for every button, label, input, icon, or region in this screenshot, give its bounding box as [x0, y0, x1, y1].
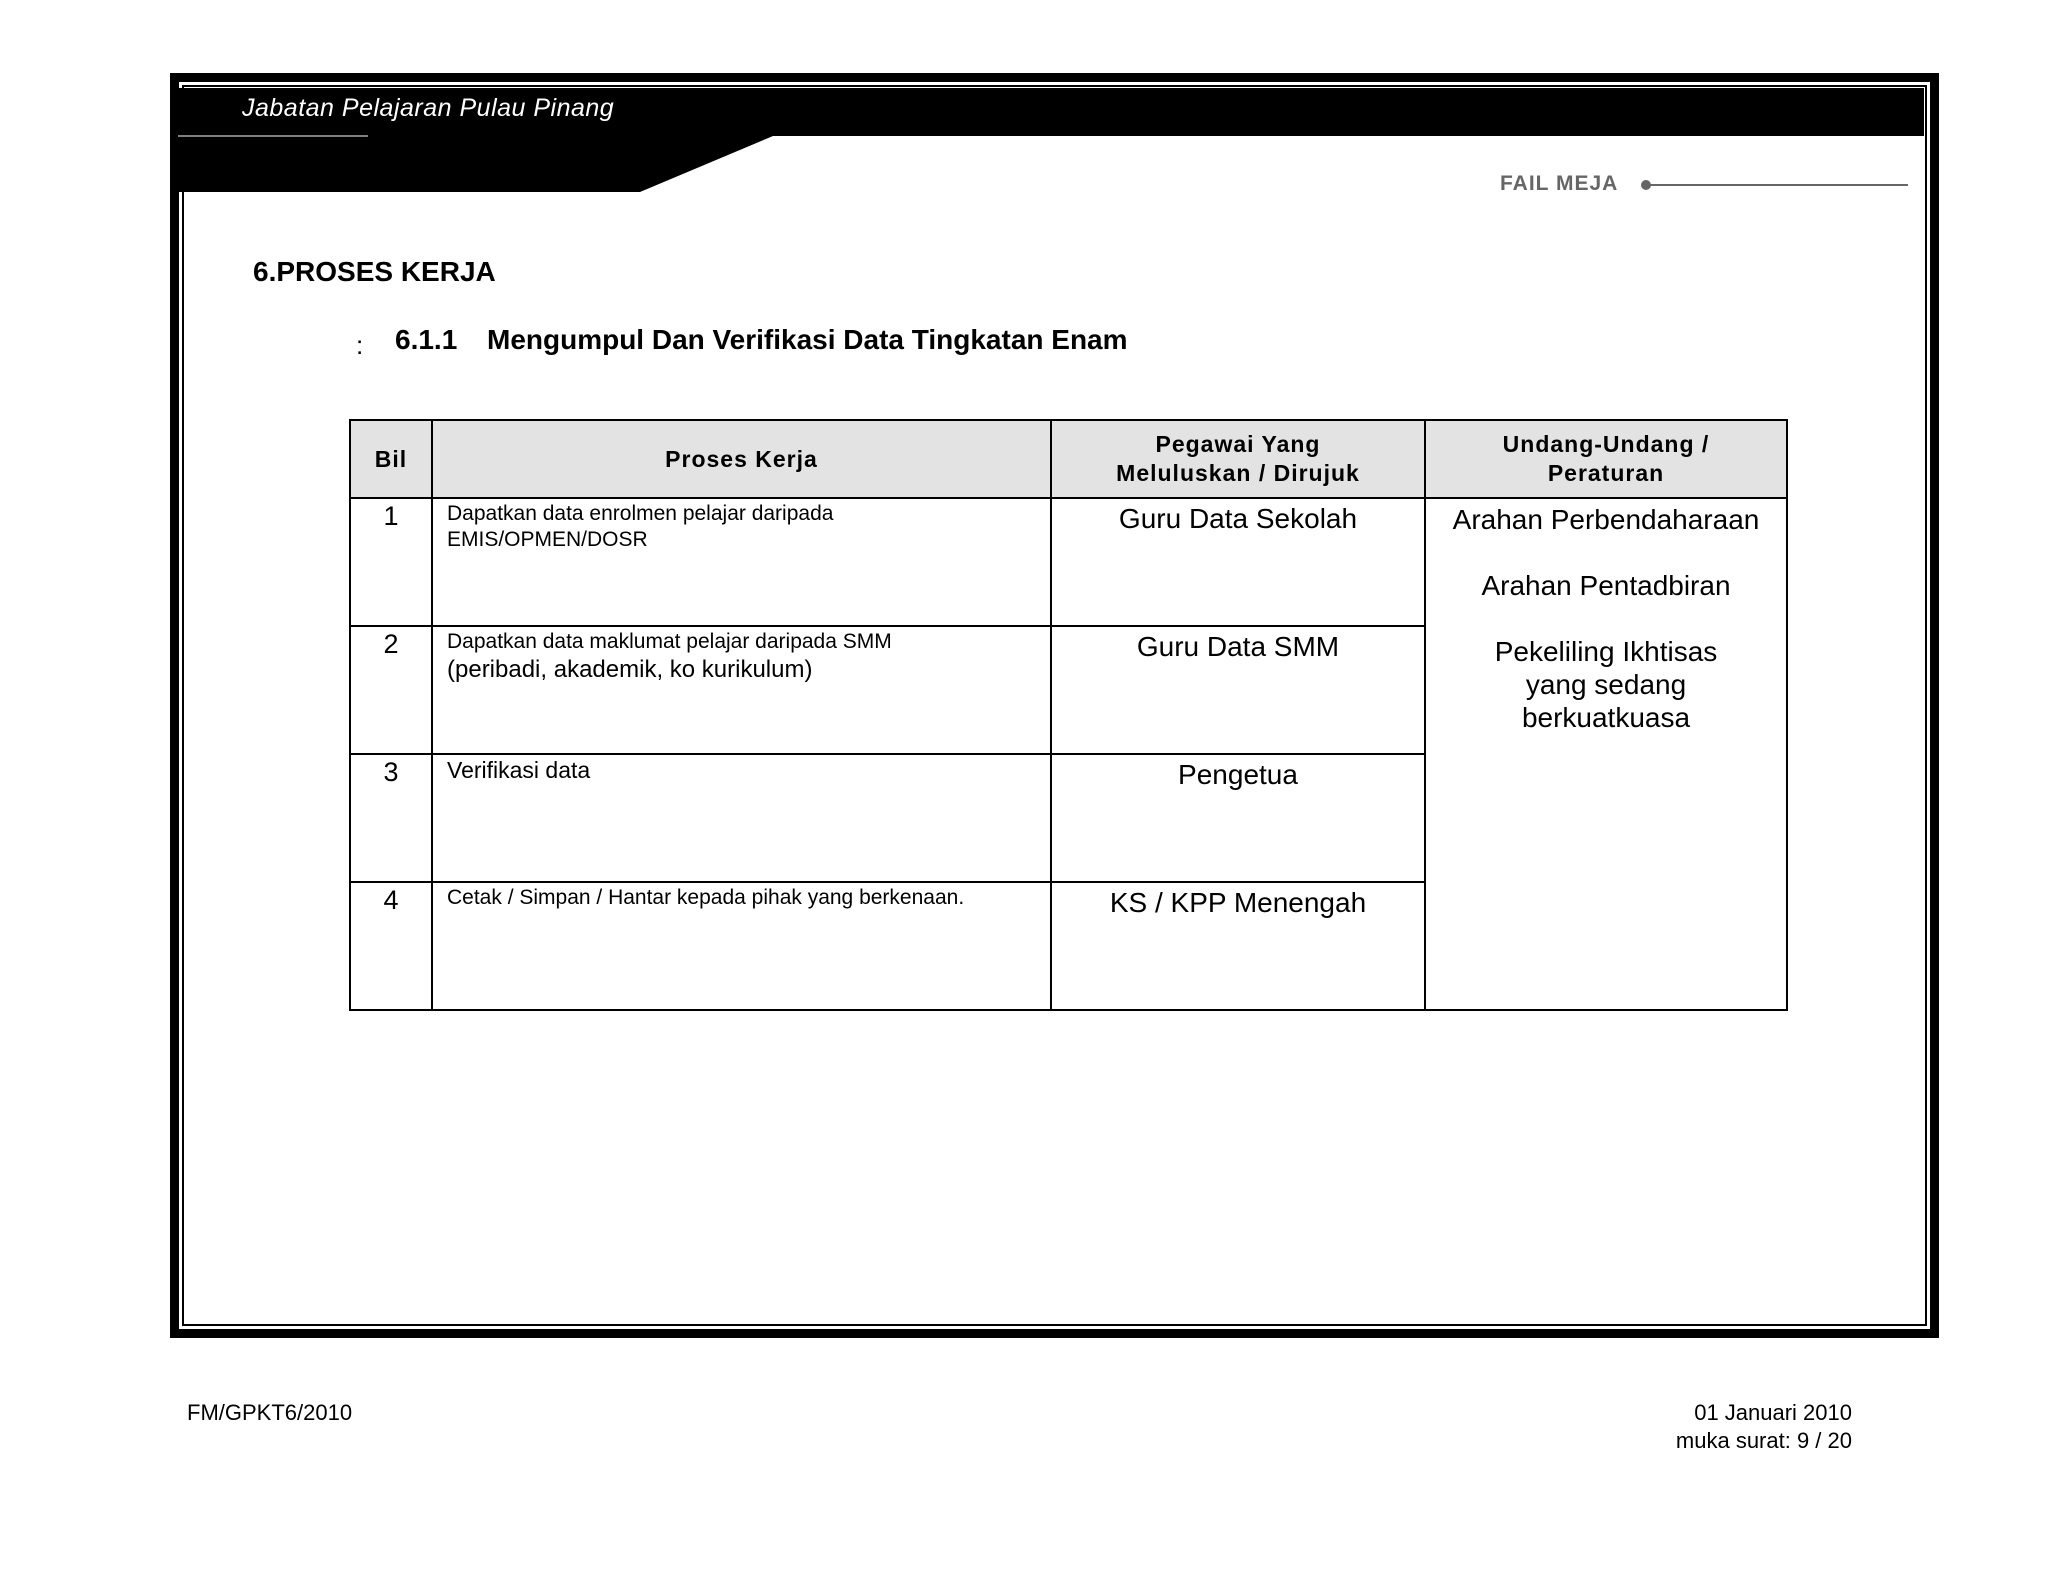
header-bil: Bil [350, 420, 432, 498]
header-pegawai-line1: Pegawai Yang [1155, 431, 1321, 457]
fail-meja-rule [1640, 175, 1910, 195]
table-header-row [350, 420, 1787, 498]
header-proses: Proses Kerja [432, 420, 1051, 498]
proses-line1: Dapatkan data enrolmen pelajar daripada [447, 502, 834, 525]
proses-line2: EMIS/OPMEN/DOSR [447, 528, 648, 551]
cell-proses [432, 626, 1051, 754]
header-organization: Jabatan Pelajaran Pulau Pinang [242, 94, 615, 122]
cell-bil: 4 [350, 882, 432, 1010]
fail-meja-label: FAIL MEJA [1500, 172, 1619, 195]
undang-item-1: Arahan Perbendaharaan [1452, 504, 1760, 535]
subsection-colon: : [356, 330, 364, 360]
section-title: 6.PROSES KERJA [253, 256, 496, 287]
header-undang [1425, 420, 1787, 498]
undang-item-3-line1: Pekeliling Ikhtisas [1494, 636, 1718, 667]
cell-pegawai: KS / KPP Menengah [1051, 882, 1425, 1010]
cell-bil: 3 [350, 754, 432, 882]
undang-item-3-line2: yang sedang [1525, 669, 1687, 700]
proses-line2: (peribadi, akademik, ko kurikulum) [447, 656, 813, 683]
undang-item-3-line3: berkuatkuasa [1521, 702, 1691, 733]
cell-undang [1425, 498, 1787, 1010]
cell-bil: 1 [350, 498, 432, 626]
cell-pegawai: Guru Data Sekolah [1051, 498, 1425, 626]
cell-pegawai: Pengetua [1051, 754, 1425, 882]
header-pegawai [1051, 420, 1425, 498]
cell-bil: 2 [350, 626, 432, 754]
header-undang-line1: Undang-Undang / [1502, 431, 1710, 457]
footer-date: 01 Januari 2010 [1694, 1400, 1852, 1425]
footer-page-number: muka surat: 9 / 20 [1675, 1428, 1852, 1453]
cell-proses: Cetak / Simpan / Hantar kepada pihak yang berkenaan. [432, 882, 1051, 1010]
cell-proses [432, 498, 1051, 626]
footer-form-code: FM/GPKT6/2010 [187, 1400, 353, 1425]
cell-pegawai: Guru Data SMM [1051, 626, 1425, 754]
header-pegawai-line2: Meluluskan / Dirujuk [1116, 460, 1360, 486]
subsection-number: 6.1.1 [395, 324, 458, 355]
proses-line1: Dapatkan data maklumat pelajar daripada SMM [447, 630, 892, 653]
subsection-title: Mengumpul Dan Verifikasi Data Tingkatan Enam [487, 324, 1128, 355]
cell-proses: Verifikasi data [432, 754, 1051, 882]
table-row [350, 498, 1787, 626]
header-undang-line2: Peraturan [1547, 460, 1665, 486]
undang-item-2: Arahan Pentadbiran [1481, 570, 1731, 601]
process-table [349, 419, 1788, 1011]
undang-item-3 [1426, 635, 1786, 734]
